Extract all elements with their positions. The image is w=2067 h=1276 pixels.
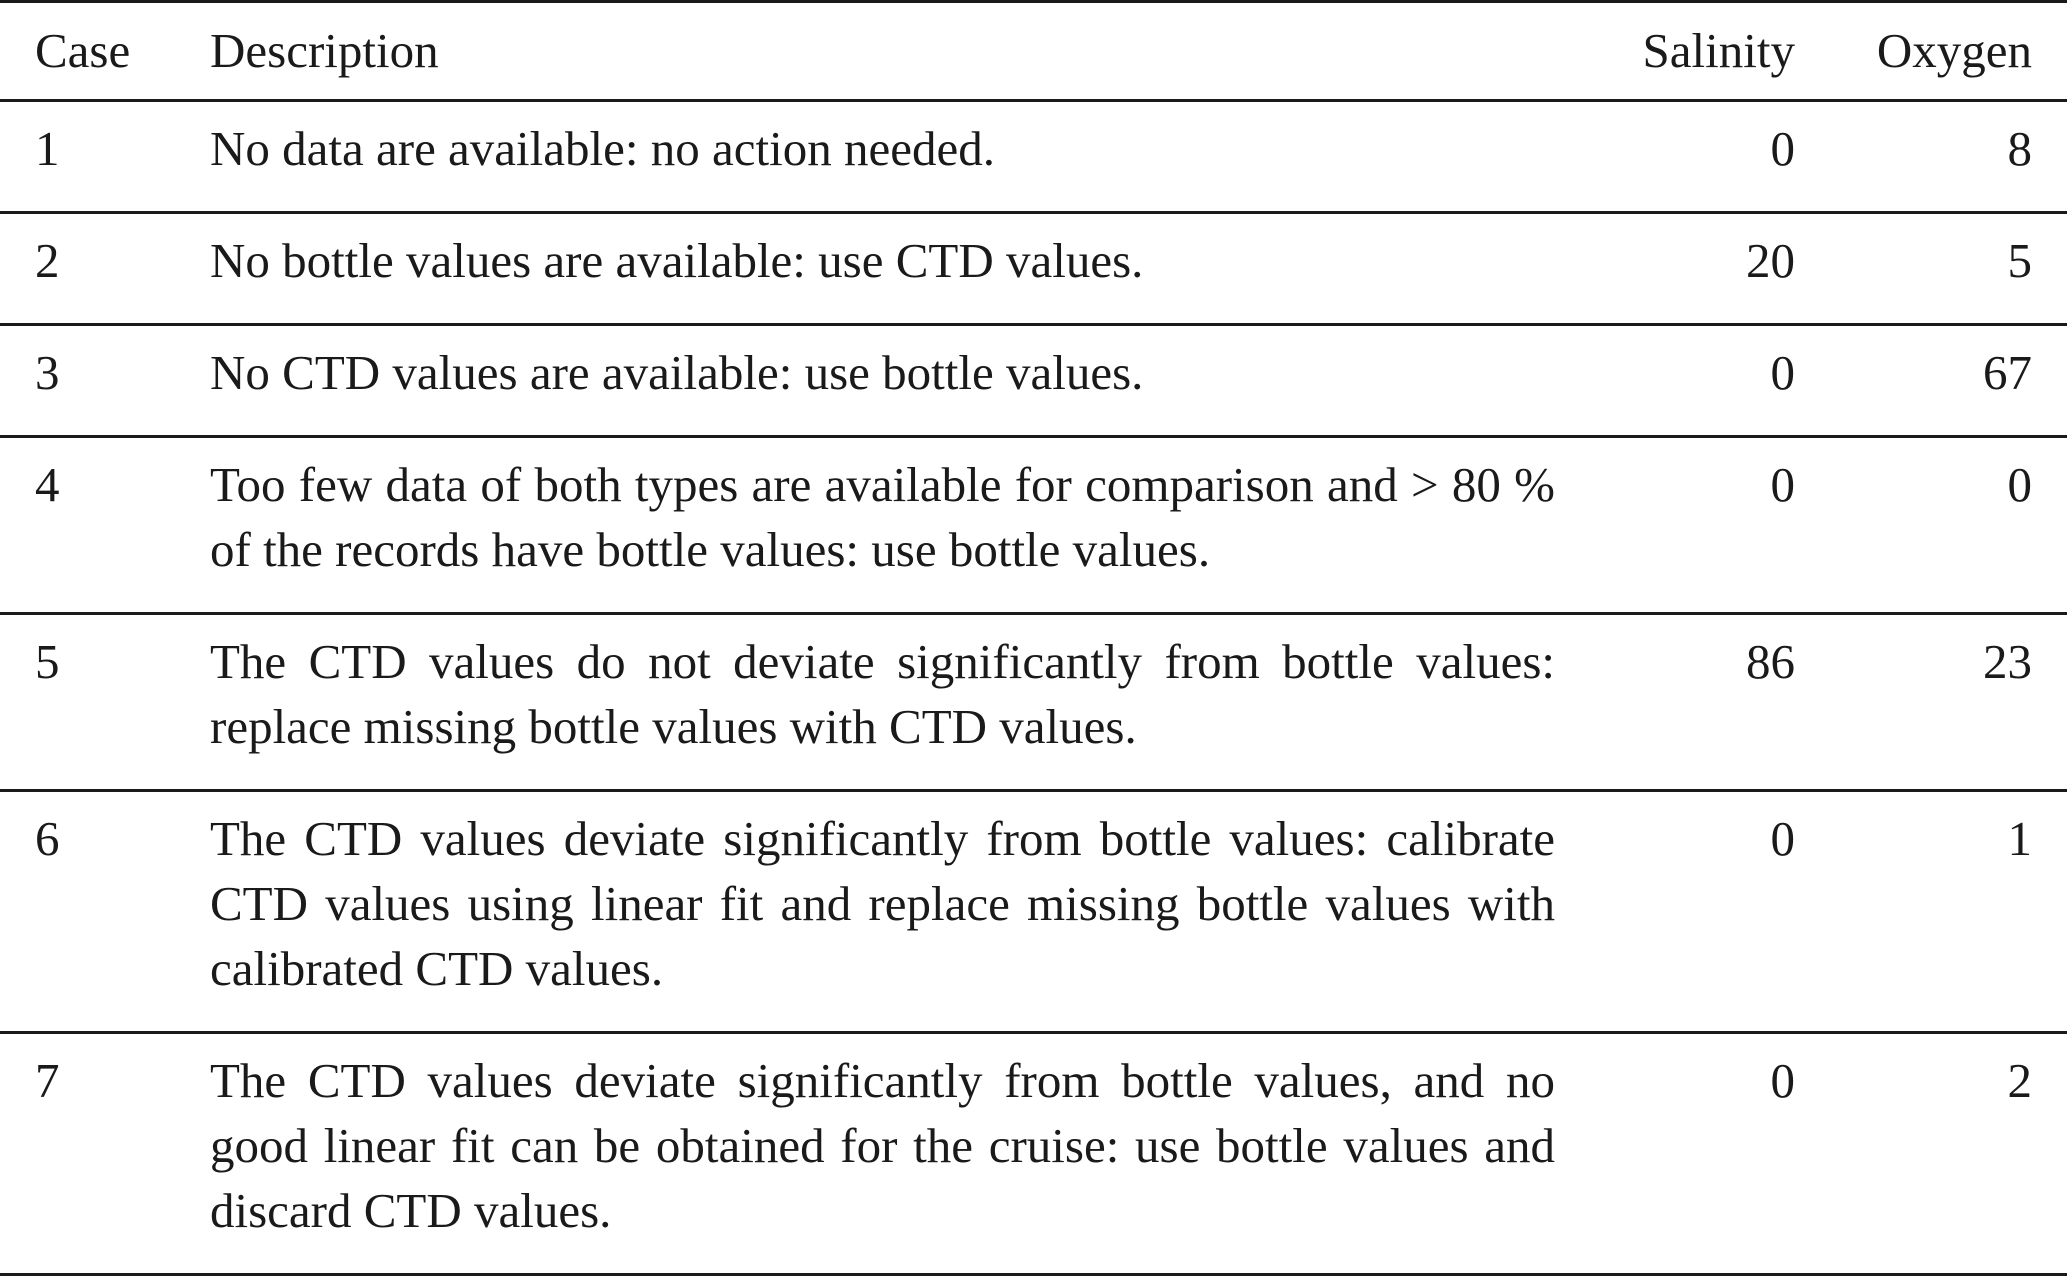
- cell-description: [210, 791, 1555, 1033]
- cell-salinity: 0: [1770, 1053, 1795, 1108]
- cell-description: [210, 1033, 1555, 1275]
- cell-case: 6: [35, 811, 60, 866]
- cell-salinity: 20: [1746, 233, 1795, 288]
- cell-oxygen: 2: [2007, 1053, 2032, 1108]
- description-text: No data are available: no action needed.: [210, 121, 995, 176]
- table-body: [0, 101, 2067, 1275]
- cell-case: 4: [35, 457, 60, 512]
- cell-oxygen: 5: [2007, 233, 2032, 288]
- description-text: No bottle values are available: use CTD values.: [210, 233, 1144, 288]
- cell-description: [210, 325, 1555, 437]
- cell-case: 5: [35, 634, 60, 689]
- table-row: [0, 1033, 2067, 1275]
- cell-description: [210, 213, 1555, 325]
- header-row: [0, 2, 2067, 101]
- description-text: Too few data of both types are available for comparison and > 80 % of the records have bottle values: use bottle values.: [210, 457, 1555, 577]
- cell-case: 2: [35, 233, 60, 288]
- cell-case: 3: [35, 345, 60, 400]
- description-text: The CTD values do not deviate significantly from bottle values: replace missing bottle values with CTD values.: [210, 634, 1555, 754]
- cell-description: [210, 437, 1555, 614]
- table-row: [0, 325, 2067, 437]
- table-row: [0, 614, 2067, 791]
- cell-oxygen: 67: [1983, 345, 2032, 400]
- table-row: [0, 101, 2067, 213]
- cell-salinity: 0: [1770, 457, 1795, 512]
- table-row: [0, 437, 2067, 614]
- cell-oxygen: 8: [2007, 121, 2032, 176]
- header-salinity: Salinity: [1642, 23, 1795, 78]
- cell-salinity: 86: [1746, 634, 1795, 689]
- table-header: [0, 2, 2067, 101]
- description-text: The CTD values deviate significantly from bottle values, and no good linear fit can be obtained for the cruise: use bottle values and discard CTD values.: [210, 1053, 1555, 1238]
- cell-case: 7: [35, 1053, 60, 1108]
- cell-case: 1: [35, 121, 60, 176]
- cell-salinity: 0: [1770, 345, 1795, 400]
- table-row: [0, 213, 2067, 325]
- header-description: Description: [210, 23, 439, 78]
- cell-salinity: 0: [1770, 811, 1795, 866]
- description-text: The CTD values deviate significantly from bottle values: calibrate CTD values using linear fit and replace missing bottle values with calibrated CTD values.: [210, 811, 1555, 996]
- cell-salinity: 0: [1770, 121, 1795, 176]
- header-oxygen: Oxygen: [1876, 23, 2032, 78]
- cell-description: [210, 614, 1555, 791]
- table-row: [0, 791, 2067, 1033]
- cell-oxygen: 0: [2007, 457, 2032, 512]
- cell-oxygen: 1: [2007, 811, 2032, 866]
- cell-oxygen: 23: [1983, 634, 2032, 689]
- cell-description: [210, 101, 1555, 213]
- header-case: Case: [35, 23, 131, 78]
- description-text: No CTD values are available: use bottle values.: [210, 345, 1144, 400]
